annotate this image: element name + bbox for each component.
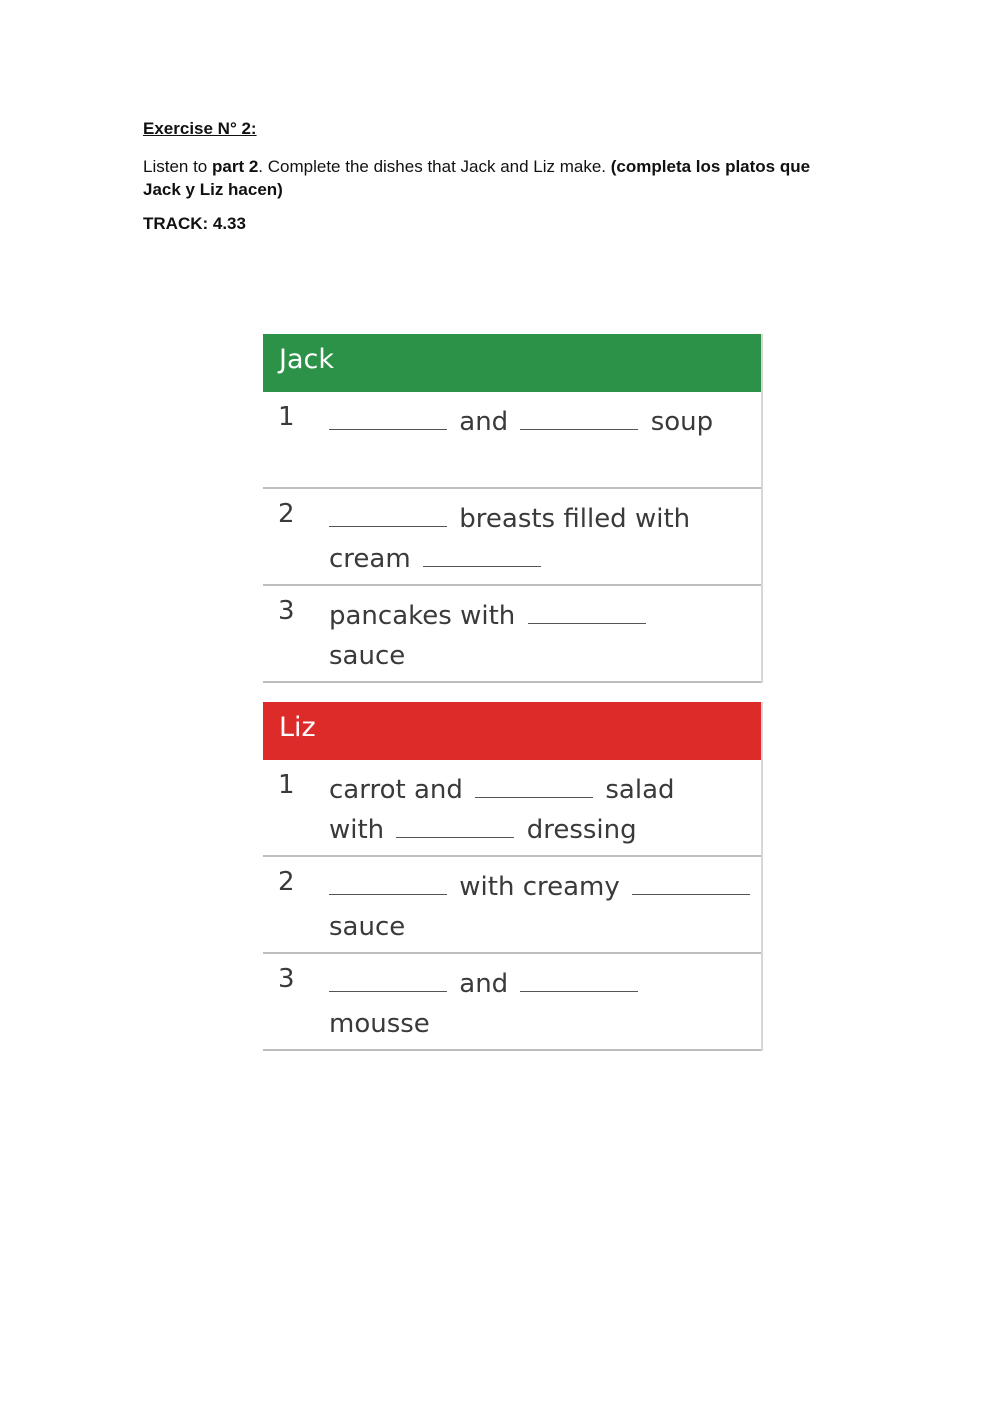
text-segment: dressing bbox=[518, 815, 637, 845]
answer-blank[interactable] bbox=[520, 971, 638, 992]
item-text bbox=[329, 596, 754, 676]
answer-blank[interactable] bbox=[329, 506, 447, 527]
exercise-heading: Exercise N° 2: bbox=[143, 119, 257, 138]
liz-item-2 bbox=[263, 857, 761, 954]
liz-item-1 bbox=[263, 760, 761, 857]
text-segment: carrot and bbox=[329, 775, 472, 805]
liz-item-3 bbox=[263, 954, 761, 1051]
text-segment: sauce bbox=[329, 641, 406, 671]
item-number: 1 bbox=[278, 770, 295, 800]
text-segment: mousse bbox=[329, 1009, 430, 1039]
text-segment: and bbox=[451, 969, 517, 999]
jack-item-3 bbox=[263, 586, 761, 683]
instruction-mid: . Complete the dishes that Jack and Liz make. bbox=[258, 157, 611, 176]
text-segment: breasts filled with bbox=[451, 504, 691, 534]
item-text bbox=[329, 867, 754, 947]
liz-header: Liz bbox=[263, 702, 761, 760]
item-number: 3 bbox=[278, 964, 295, 994]
item-number: 1 bbox=[278, 402, 295, 432]
text-segment: salad bbox=[597, 775, 675, 805]
jack-header: Jack bbox=[263, 334, 761, 392]
text-segment: pancakes with bbox=[329, 601, 524, 631]
jack-item-2 bbox=[263, 489, 761, 586]
text-segment: with creamy bbox=[451, 872, 629, 902]
answer-blank[interactable] bbox=[329, 874, 447, 895]
item-number: 2 bbox=[278, 867, 295, 897]
liz-table bbox=[263, 702, 763, 1051]
item-text bbox=[329, 402, 754, 442]
text-segment: soup bbox=[642, 407, 714, 437]
instructions bbox=[143, 155, 843, 201]
instruction-spanish: (completa los platos que Jack y Liz hacen) bbox=[143, 157, 811, 199]
answer-blank[interactable] bbox=[329, 409, 447, 430]
item-text bbox=[329, 770, 754, 850]
answer-blank[interactable] bbox=[329, 971, 447, 992]
text-segment: cream bbox=[329, 544, 419, 574]
item-number: 3 bbox=[278, 596, 295, 626]
jack-table bbox=[263, 334, 763, 683]
answer-blank[interactable] bbox=[396, 817, 514, 838]
text-segment: and bbox=[451, 407, 517, 437]
answer-blank[interactable] bbox=[528, 603, 646, 624]
track-label: TRACK: 4.33 bbox=[143, 214, 246, 233]
answer-blank[interactable] bbox=[475, 777, 593, 798]
text-segment: sauce bbox=[329, 912, 406, 942]
item-text bbox=[329, 964, 754, 1044]
instruction-part: part 2 bbox=[212, 157, 259, 176]
instruction-pre: Listen to bbox=[143, 157, 212, 176]
answer-blank[interactable] bbox=[423, 546, 541, 567]
jack-item-1 bbox=[263, 392, 761, 489]
text-segment: with bbox=[329, 815, 393, 845]
answer-blank[interactable] bbox=[632, 874, 750, 895]
item-text bbox=[329, 499, 754, 579]
answer-blank[interactable] bbox=[520, 409, 638, 430]
item-number: 2 bbox=[278, 499, 295, 529]
